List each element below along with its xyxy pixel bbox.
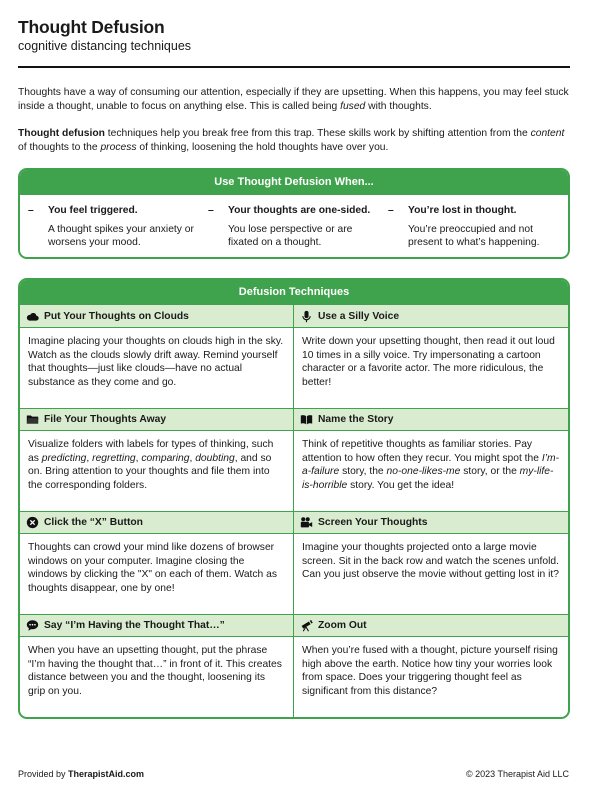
book-icon [300,413,313,426]
speech-bubble-icon [26,619,39,632]
technique-title: Screen Your Thoughts [318,517,428,528]
technique-body [20,431,293,511]
intro-text: techniques help you break free from this trap. These skills work by shifting attention from the [104,128,531,139]
telescope-icon [300,619,313,632]
use-when-title: Your thoughts are one-sided. [228,205,371,216]
use-when-box [18,168,570,259]
technique-emphasis: I’m-a-failure [302,452,560,477]
technique-body: When you’re fused with a thought, picture yourself rising high above the earth. Notice how tiny your worries look from space. Does your triggering thought feel as significant from this distance? [302,645,558,697]
footer-text: Provided by [18,769,69,779]
technique-text: , [135,452,142,464]
technique-text: Visualize folders with labels for types of thinking, such as [28,439,274,464]
worksheet-page [18,17,570,719]
use-when-item [208,204,388,249]
technique-emphasis: predicting [41,452,87,464]
technique-text: story. You get the idea! [347,479,455,491]
technique-emphasis: doubting [195,452,235,464]
technique-text: , [189,452,196,464]
technique-click-x [20,511,294,614]
cloud-icon [26,310,39,323]
technique-text: , [86,452,93,464]
technique-emphasis: regretting [92,452,136,464]
use-when-heading: Use Thought Defusion When... [20,170,568,195]
folder-icon [26,413,39,426]
use-when-title: You’re lost in thought. [408,205,517,216]
technique-emphasis: comparing [141,452,190,464]
technique-body: When you have an upsetting thought, put the phrase “I’m having the thought that…” in front of it. This creates distance between you and the thought, loosening its grip on you. [28,645,282,697]
dash-bullet: – [388,205,394,216]
technique-header [294,511,568,534]
technique-title: Zoom Out [318,620,367,631]
intro-bold: Thought defusion [18,128,105,139]
use-when-title: You feel triggered. [48,205,138,216]
techniques-heading: Defusion Techniques [20,280,568,305]
technique-emphasis: no-one-likes-me [386,466,461,477]
technique-header [20,614,293,637]
technique-file-away [20,408,294,511]
footer-provided-by [18,769,144,779]
use-when-item [388,204,568,249]
techniques-box [18,278,570,719]
technique-title: Put Your Thoughts on Clouds [44,310,189,322]
technique-body: Write down your upsetting thought, then read it out loud 10 times in a silly voice. Try impersonating a cartoon character or a favorite actor. The more ridiculous, the better! [302,336,555,388]
technique-header [20,511,293,534]
page-subtitle: cognitive distancing techniques [18,39,192,53]
intro-text: Thoughts have a way of consuming our attention, especially if they are upsetting. When this happens, you may feel stuck inside a thought, unable to focus on anything else. This is called being [18,87,569,112]
movie-camera-icon [300,516,313,529]
technique-silly-voice [294,305,568,408]
intro-section [18,86,570,154]
technique-clouds [20,305,294,408]
technique-body: Thoughts can crowd your mind like dozens of browser windows on your computer. Imagine closing the windows by clicking the "X" on each of them. Watch as thoughts disappear, one by one! [28,542,278,594]
technique-header [294,614,568,637]
footer-brand-link[interactable]: TherapistAid.com [68,769,145,779]
technique-emphasis: my-life-is-horrible [302,466,554,491]
use-when-desc: You’re preoccupied and not present to what’s happening. [408,224,540,248]
intro-emphasis: process [100,141,137,153]
use-when-desc: A thought spikes your anxiety or worsens your mood. [48,224,194,248]
technique-title: Say “I’m Having the Thought That…” [44,620,225,631]
technique-title: Use a Silly Voice [318,310,400,322]
close-circle-icon [26,516,39,529]
technique-header [20,408,293,431]
technique-title: File Your Thoughts Away [44,414,167,425]
dash-bullet: – [28,205,34,216]
technique-screen-thoughts [294,511,568,614]
intro-emphasis: fused [340,100,366,112]
title-divider [18,66,570,68]
technique-header [20,305,293,328]
technique-header [294,305,568,328]
dash-bullet: – [208,205,214,216]
intro-text: of thoughts to the [18,141,101,153]
technique-text: , and so on. Bring attention to your thoughts and file them into the corresponding folders. [28,452,272,491]
technique-name-story [294,408,568,511]
page-footer [18,769,569,779]
technique-having-thought [20,614,294,717]
microphone-icon [300,310,313,323]
technique-body [294,431,568,511]
intro-text: with thoughts. [365,100,432,112]
intro-paragraph-2 [18,127,570,154]
technique-body: Imagine placing your thoughts on clouds high in the sky. Watch as the clouds slowly drift away. Remind yourself that thoughts—just like clouds—have no actual substance as they come and go. [28,336,284,388]
technique-header [294,408,568,431]
intro-emphasis: content [530,128,565,139]
use-when-desc: You lose perspective or are fixated on a thought. [228,224,353,248]
technique-title: Click the “X” Button [44,517,143,528]
intro-paragraph-1 [18,86,570,113]
technique-text: story, or the [460,466,520,477]
footer-copyright: © 2023 Therapist Aid LLC [465,769,569,779]
intro-text: of thinking, loosening the hold thoughts have over you. [136,141,389,153]
technique-text: Think of repetitive thoughts as familiar stories. Pay attention to how often they recur. You might spot the [302,439,542,464]
technique-zoom-out [294,614,568,717]
page-title: Thought Defusion [18,17,165,37]
use-when-item [28,204,208,249]
technique-body: Imagine your thoughts projected onto a large movie screen. Sit in the back row and watch the scenes unfold. Can you just observe the movie without getting lost in it? [302,542,559,580]
technique-text: story, the [339,466,387,477]
techniques-grid [20,305,568,717]
use-when-columns [20,195,568,257]
technique-title: Name the Story [318,414,394,425]
